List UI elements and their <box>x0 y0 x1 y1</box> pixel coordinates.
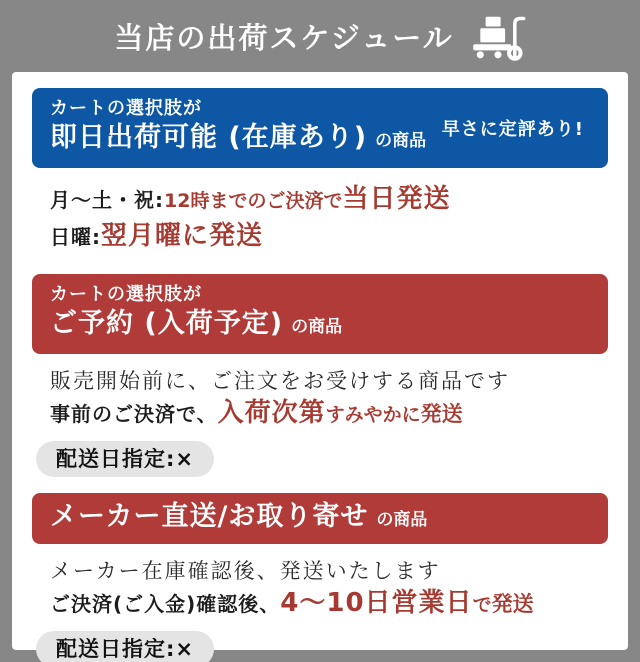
express-rule-sunday <box>50 219 608 256</box>
rule-emphasis: 入荷次第 <box>217 398 326 428</box>
title-band <box>0 0 640 72</box>
preorder-header-text <box>50 283 342 345</box>
preorder-header-line1: カートの選択肢が <box>50 284 202 305</box>
preorder-header-line2 <box>50 306 342 345</box>
shipping-schedule-panel <box>12 72 628 661</box>
express-header-text <box>50 97 426 159</box>
rule-label: 月〜土・祝: <box>50 188 164 212</box>
rule-mid: すみやかに <box>325 404 421 426</box>
section-direct-header <box>32 493 608 544</box>
rule-prefix: 事前のご決済で、 <box>50 402 218 426</box>
express-rule-weekday <box>50 182 608 219</box>
direct-rule <box>50 586 608 623</box>
direct-header-title: メーカー直送/お取り寄せ <box>50 501 369 532</box>
express-header-line2 <box>50 120 426 159</box>
preorder-header-title: ご予約 (入荷予定) <box>50 308 284 339</box>
preorder-rule <box>50 396 608 433</box>
rule-emphasis: 当日発送 <box>342 184 451 214</box>
preorder-note: 販売開始前に、ご注文をお受けする商品です <box>50 369 510 393</box>
rule-label: 日曜: <box>50 225 101 249</box>
direct-note: メーカー在庫確認後、発送いたします <box>50 559 441 583</box>
direct-header-suffix: の商品 <box>376 510 428 530</box>
rule-tail: 発送 <box>420 402 463 426</box>
rule-emphasis: 4〜10日営業日 <box>280 588 473 618</box>
express-header-line1: カートの選択肢が <box>50 98 202 119</box>
delivery-date-badge: 配送日指定:× <box>36 631 214 662</box>
preorder-header-suffix: の商品 <box>291 317 343 337</box>
hand-truck-icon <box>470 15 526 61</box>
rule-tail: 発送 <box>491 592 534 616</box>
section-express-header <box>32 88 608 168</box>
rule-detail: 12時までのご決済で <box>164 190 343 212</box>
rule-prefix: ご決済(ご入金)確認後、 <box>50 592 281 616</box>
delivery-date-badge: 配送日指定:× <box>36 441 214 477</box>
rule-mid: で <box>472 594 492 616</box>
direct-header-line <box>50 499 427 538</box>
express-reputation-badge: 早さに定評あり! <box>441 119 584 140</box>
express-rules <box>50 182 608 256</box>
express-header-suffix: の商品 <box>375 131 427 151</box>
express-header-title: 即日出荷可能 (在庫あり) <box>50 122 368 153</box>
rule-emphasis: 翌月曜に発送 <box>101 221 264 251</box>
page-title: 当店の出荷スケジュール <box>114 20 454 55</box>
section-preorder-header <box>32 274 608 354</box>
